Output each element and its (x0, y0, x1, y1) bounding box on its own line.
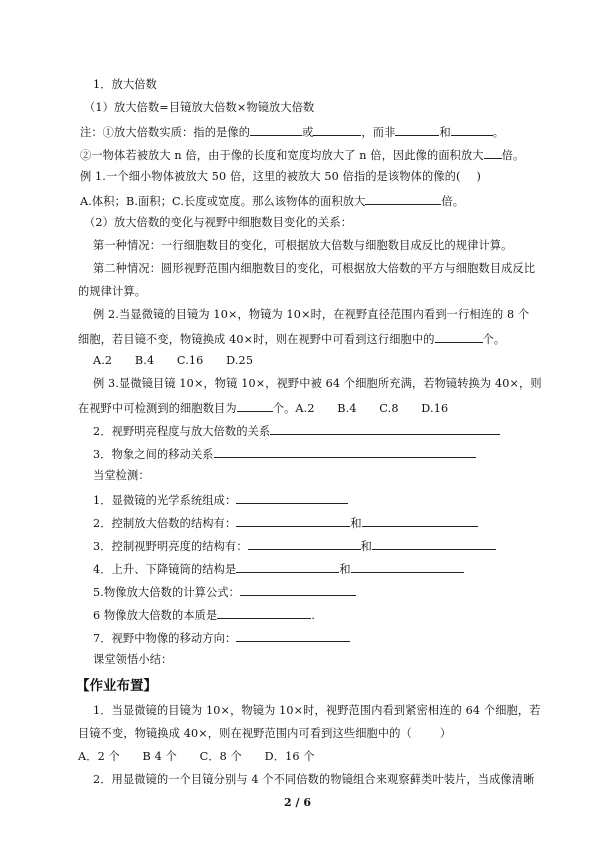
test-q2-text: 2．控制放大倍数的结构有： (93, 517, 237, 530)
note-text-a: 注：①放大倍数实质：指的是像的 (80, 126, 251, 139)
homework-q1-options: A．2 个 B 4 个 C．8 个 D．16 个 (78, 750, 315, 763)
test-q7-text: 7．视野中物像的移动方向： (93, 632, 237, 645)
example-3-text: 在视野中可检测到的细胞数目为 (78, 402, 237, 415)
example-1-question (80, 170, 481, 184)
note-text-e: 。 (492, 126, 505, 139)
example-1-options-text: A.体积；B.面积；C.长度或宽度。那么该物体的面积放大 (80, 195, 366, 208)
blank-field (214, 446, 476, 458)
homework-q1-line-1: 1．当显微镜的目镜为 10×，物镜为 10×时，视野范围内看到紧密相连的 64 个细胞，若 (93, 704, 541, 717)
example-3-line-2 (78, 400, 448, 416)
homework-q2-line-1: 2．用显微镜的一个目镜分别与 4 个不同倍数的物镜组合来观察藓类叶装片，当成像清晰 (93, 773, 535, 786)
test-q6 (93, 607, 315, 623)
test-q4 (93, 561, 464, 577)
example-2-suffix: 个。 (482, 333, 506, 346)
case-2-text-cont: 的规律计算。 (78, 285, 147, 298)
in-class-test-heading: 当堂检测： (93, 469, 150, 482)
blank-field (236, 492, 348, 504)
test-q6-text: 6 物像放大倍数的本质是 (93, 609, 218, 622)
note-area-text: ②一物体若被放大 n 倍，由于像的长度和宽度均放大了 n 倍，因此像的面积放大 (80, 149, 484, 162)
blank-field (362, 515, 478, 527)
example-3-line-1: 例 3.显微镜目镜 10×，物镜 10×，视野中被 64 个细胞所充满，若物镜转换为 40×，则 (93, 377, 542, 390)
example-2-text: 细胞，若目镜不变，物镜换成 40×时，则在视野中可看到这行细胞中的 (78, 333, 435, 346)
homework-heading: 【作业布置】 (76, 678, 157, 694)
test-q3-and: 和 (360, 540, 372, 553)
note-line-1 (80, 124, 504, 140)
blank-field (236, 561, 339, 573)
test-q4-text: 4．上升、下降镜筒的结构是 (93, 563, 237, 576)
blank-field (250, 124, 302, 136)
blank-field (451, 124, 493, 136)
example-2-options: A.2 B.4 C.16 D.25 (93, 354, 254, 367)
example-3-options: 个。A.2 B.4 C.8 D.16 (272, 402, 449, 415)
blank-field (217, 607, 311, 619)
example-2-line-1: 例 2.当显微镜的目镜为 10×，物镜为 10×时，在视野直径范围内看到一行相连的 8 个 (93, 308, 530, 321)
test-q4-and: 和 (339, 563, 351, 576)
blank-field (365, 193, 441, 205)
case-2-text: 第二种情况：圆形视野范围内细胞数目的变化，可根据放大倍数的平方与细胞数目成反比 (93, 262, 536, 275)
blank-field (270, 423, 500, 435)
brightness-relation (93, 423, 500, 439)
blank-field (484, 147, 502, 159)
test-q5 (93, 584, 356, 600)
test-q2 (93, 515, 478, 531)
blank-field (236, 515, 350, 527)
blank-field (236, 630, 350, 642)
blank-field (435, 331, 483, 343)
example-1-options (80, 193, 464, 209)
page-number: 2 / 6 (284, 796, 311, 809)
test-q3-text: 3．控制视野明亮度的结构有： (93, 540, 248, 553)
homework-q1-text: 目镜不变，物镜换成 40×，则在视野范围内可看到这些细胞中的（ (78, 727, 412, 740)
case-1-text: 第一种情况：一行细胞数目的变化，可根据放大倍数与细胞数目成反比的规律计算。 (93, 239, 513, 252)
relation-heading: （2）放大倍数的变化与视野中细胞数目变化的关系： (84, 216, 353, 229)
test-q7 (93, 630, 350, 646)
example-2-line-2 (78, 331, 505, 347)
test-q6-period: . (311, 609, 316, 622)
blank-field (372, 538, 496, 550)
note-line-2 (80, 147, 524, 163)
example-1-paren: ) (476, 170, 482, 183)
note-text-c: ，而非 (361, 126, 396, 139)
test-q5-text: 5.物像放大倍数的计算公式： (93, 586, 241, 599)
section-heading-magnification: 1．放大倍数 (93, 78, 157, 91)
note-text-b: 或 (302, 126, 314, 139)
blank-field (351, 561, 464, 573)
blank-field (313, 124, 361, 136)
example-1-suffix: 倍。 (441, 195, 465, 208)
homework-q1-paren: ） (439, 727, 452, 740)
brightness-text: 2．视野明亮程度与放大倍数的关系 (93, 425, 271, 438)
movement-relation (93, 446, 476, 462)
blank-field (395, 124, 439, 136)
blank-field (237, 400, 273, 412)
test-q1-text: 1．显微镜的光学系统组成： (93, 494, 237, 507)
lesson-summary-label: 课堂领悟小结： (93, 653, 173, 666)
blank-field (248, 538, 361, 550)
note-text-d: 和 (439, 126, 451, 139)
blank-field (240, 584, 356, 596)
movement-text: 3．物象之间的移动关系 (93, 448, 214, 461)
test-q1 (93, 492, 348, 508)
test-q3 (93, 538, 496, 554)
magnification-formula: （1）放大倍数=目镜放大倍数×物镜放大倍数 (84, 101, 315, 114)
test-q2-and: 和 (350, 517, 362, 530)
example-1-text: 例 1.一个细小物体被放大 50 倍，这里的被放大 50 倍指的是该物体的像的( (80, 170, 461, 183)
homework-q1-line-2 (78, 727, 451, 741)
note-area-suffix: 倍。 (501, 149, 525, 162)
